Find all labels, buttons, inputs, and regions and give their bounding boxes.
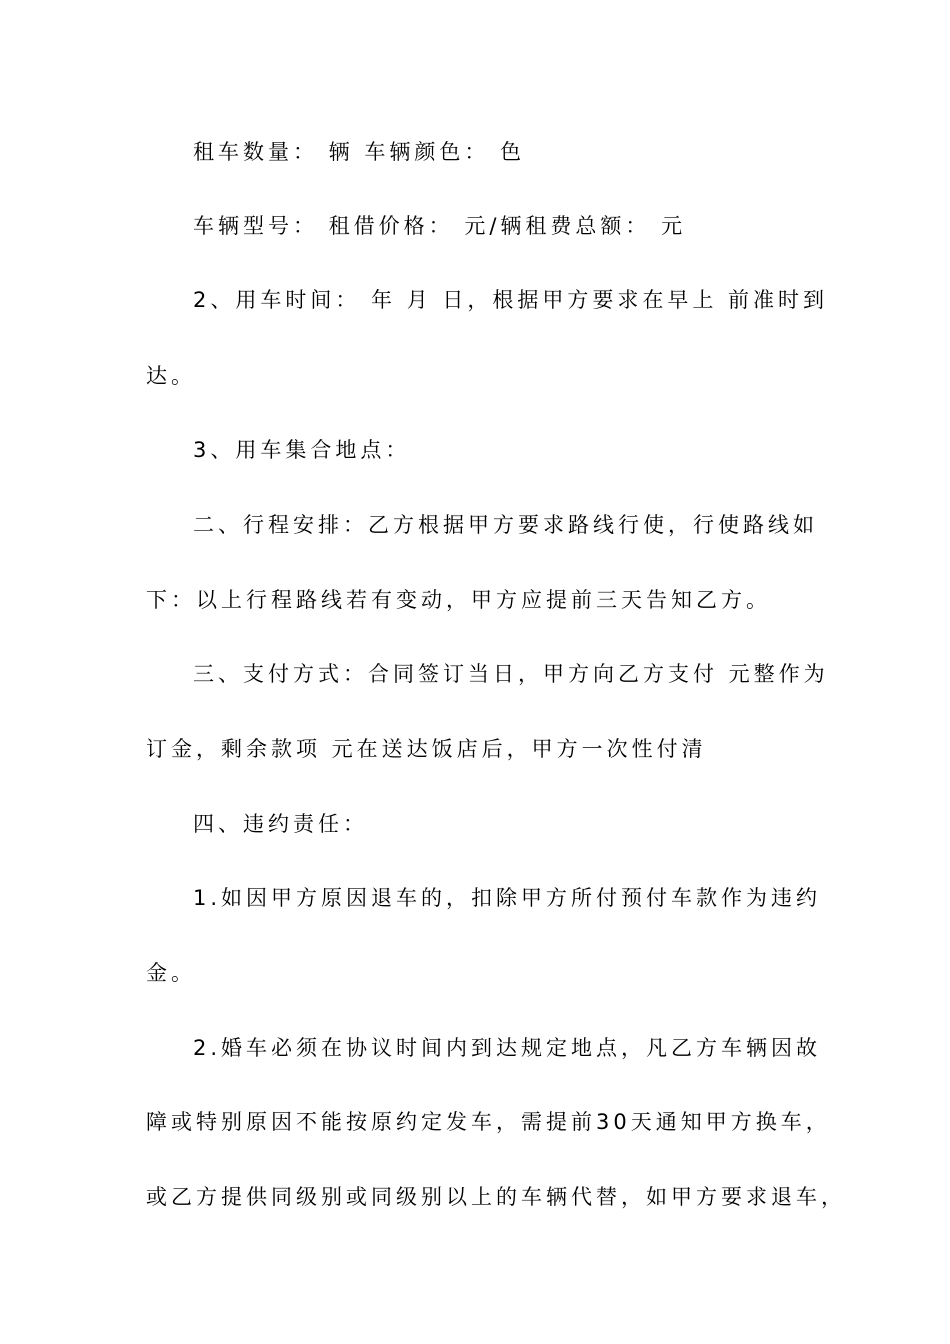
usage-time-line: 2、用车时间： 年 月 日，根据甲方要求在早上 前准时到 bbox=[193, 288, 829, 312]
meeting-place-line: 3、用车集合地点： bbox=[193, 438, 411, 462]
usage-time-continuation: 达。 bbox=[146, 364, 196, 388]
itinerary-line: 二、行程安排：乙方根据甲方要求路线行使，行使路线如 bbox=[193, 513, 818, 537]
payment-method-line: 三、支付方式：合同签订当日，甲方向乙方支付 元整作为 bbox=[193, 662, 829, 686]
rental-quantity-color-line: 租车数量： 辆 车辆颜色： 色 bbox=[193, 140, 526, 164]
liability-clause-2-continuation-2: 或乙方提供同级别或同级别以上的车辆代替，如甲方要求退车， bbox=[146, 1185, 846, 1209]
liability-clause-1-continuation: 金。 bbox=[146, 961, 196, 985]
itinerary-continuation: 下：以上行程路线若有变动，甲方应提前三天告知乙方。 bbox=[146, 588, 771, 612]
liability-clause-2: 2.婚车必须在协议时间内到达规定地点，凡乙方车辆因故 bbox=[193, 1036, 822, 1060]
payment-method-continuation: 订金，剩余款项 元在送达饭店后，甲方一次性付清 bbox=[146, 737, 707, 761]
liability-clause-1: 1.如因甲方原因退车的，扣除甲方所付预付车款作为违约 bbox=[193, 886, 822, 910]
liability-heading: 四、违约责任： bbox=[193, 812, 368, 836]
vehicle-model-price-line: 车辆型号： 租借价格： 元/辆租费总额： 元 bbox=[193, 214, 687, 238]
liability-clause-2-continuation-1: 障或特别原因不能按原约定发车，需提前30天通知甲方换车， bbox=[146, 1110, 831, 1134]
